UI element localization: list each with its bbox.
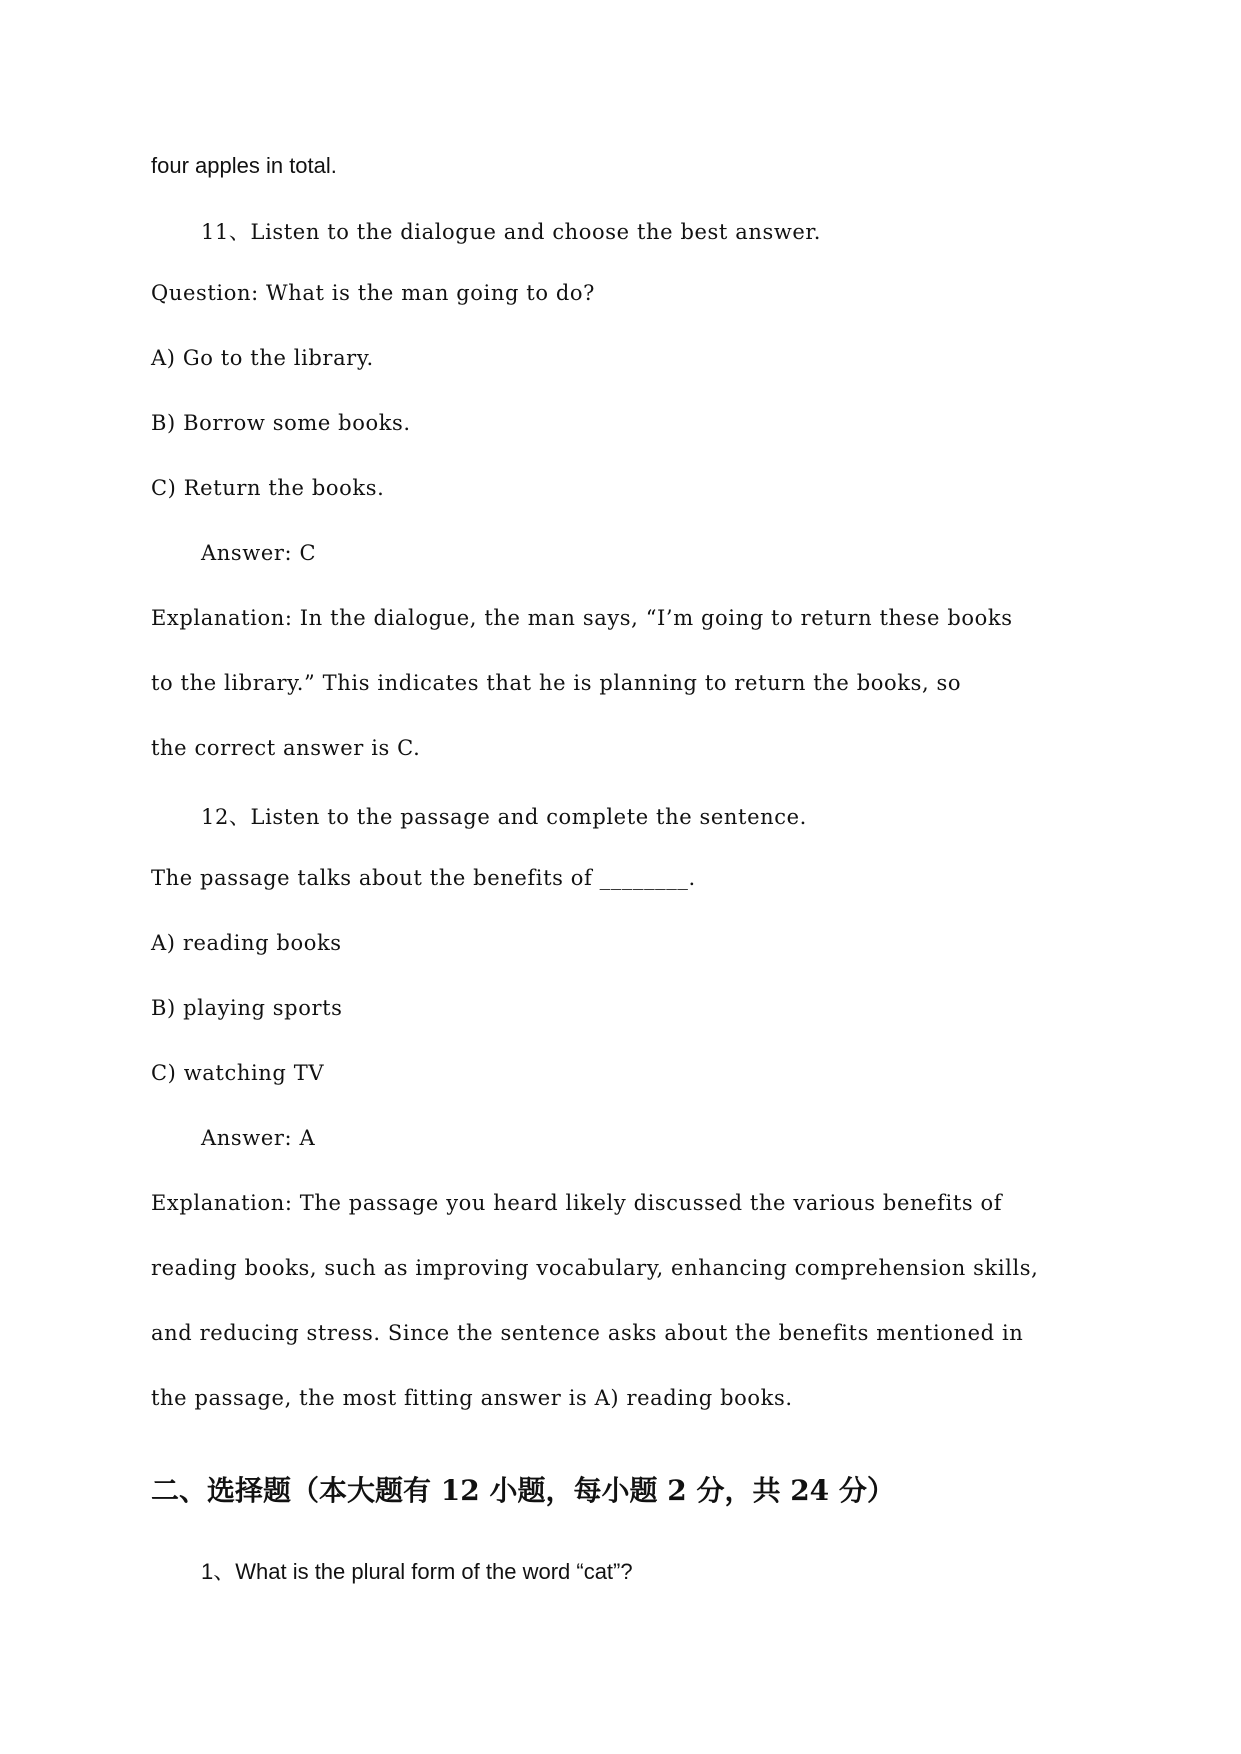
question-11-explanation-line: Explanation: In the dialogue, the man says, “I’m going to return these books xyxy=(151,606,1013,630)
question-12-explanation-line: reading books, such as improving vocabulary, enhancing comprehension skills, xyxy=(151,1256,1039,1280)
question-11-explanation-line: to the library.” This indicates that he is planning to return the books, so xyxy=(151,671,962,695)
question-12-option-c: C) watching TV xyxy=(151,1061,325,1085)
question-11-prompt: 11、Listen to the dialogue and choose the best answer. xyxy=(201,220,822,244)
question-12-explanation-line: the passage, the most fitting answer is A) reading books. xyxy=(151,1386,793,1410)
section-2-question-1: 1、What is the plural form of the word “cat”? xyxy=(201,1559,633,1584)
question-12-option-b: B) playing sports xyxy=(151,996,343,1020)
question-11-option-a: A) Go to the library. xyxy=(151,346,374,370)
question-11-answer: Answer: C xyxy=(201,541,317,565)
question-12-explanation-line: Explanation: The passage you heard likely discussed the various benefits of xyxy=(151,1191,1003,1215)
question-12-explanation-line: and reducing stress. Since the sentence asks about the benefits mentioned in xyxy=(151,1321,1024,1345)
question-11-explanation-line: the correct answer is C. xyxy=(151,736,421,760)
section-heading: 二、选择题（本大题有 12 小题，每小题 2 分，共 24 分） xyxy=(151,1474,895,1507)
question-12-option-a: A) reading books xyxy=(151,931,342,955)
text-line: four apples in total. xyxy=(151,153,337,178)
question-12-sentence: The passage talks about the benefits of ________. xyxy=(151,866,696,890)
question-12-prompt: 12、Listen to the passage and complete the sentence. xyxy=(201,805,807,829)
question-11-option-b: B) Borrow some books. xyxy=(151,411,411,435)
question-12-answer: Answer: A xyxy=(201,1126,316,1150)
question-11-question: Question: What is the man going to do? xyxy=(151,281,595,305)
question-11-option-c: C) Return the books. xyxy=(151,476,385,500)
